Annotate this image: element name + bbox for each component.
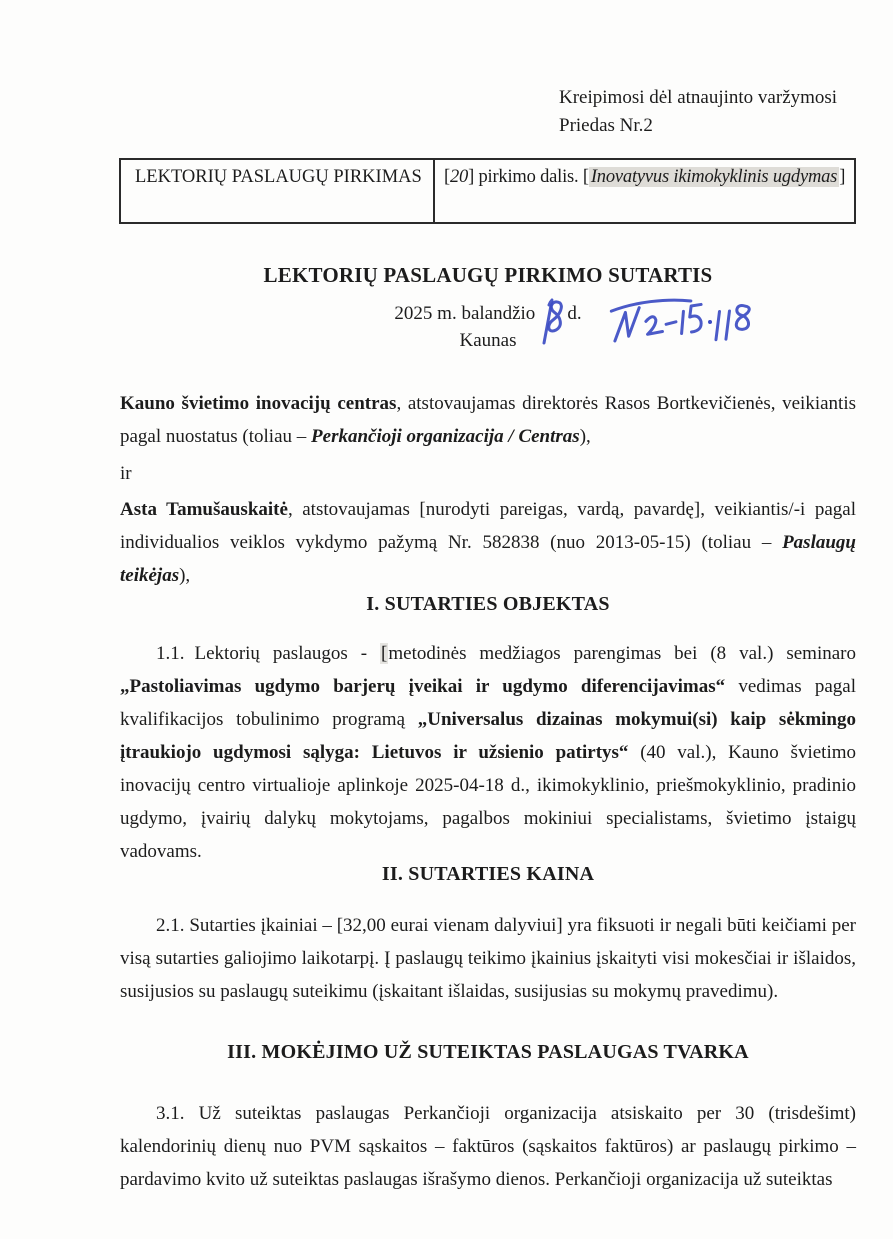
handwritten-stroke bbox=[549, 302, 562, 331]
clause-1-1-text: metodinės medžiagos parengimas bei (8 val.) seminaro bbox=[388, 643, 856, 664]
section3-heading: III. MOKĖJIMO UŽ SUTEIKTAS PASLAUGAS TVARKA bbox=[227, 1041, 749, 1063]
party2-alias: Paslaugų teikėjas bbox=[120, 532, 856, 586]
procurement-table-left-cell: LEKTORIŲ PASLAUGŲ PIRKIMAS bbox=[121, 160, 435, 222]
clause-1-1-number: 1.1. bbox=[156, 643, 185, 664]
party1-text-end: ), bbox=[579, 426, 591, 447]
handwritten-dot bbox=[708, 320, 712, 324]
conjunction-line: ir bbox=[120, 463, 132, 484]
section2-heading: II. SUTARTIES KAINA bbox=[381, 863, 595, 885]
clause-1-1-paragraph bbox=[120, 637, 856, 868]
part-number: 20 bbox=[449, 167, 469, 187]
program-title: „Universalus dizainas mokymui(si) kaip sėkmingo įtraukiojo ugdymosi sąlyga: Lietuvos ir užsienio patirtys“ bbox=[120, 709, 856, 763]
handwritten-stroke bbox=[611, 299, 691, 311]
party1-alias: Perkančioji organizacija / Centras bbox=[311, 426, 580, 447]
clause-2-1-paragraph: 2.1. Sutarties įkainiai – [32,00 eurai vienam dalyviui] yra fiksuoti ir negali būti keičiami per visą sutarties galiojimo laikotarpį. Į paslaugų teikimo įkainius įskaityti visi mokesčiai ir išlaidos, susijusios su paslaugų suteikimu (įskaitant išlaidas, susijusias su mokymų pravedimu). bbox=[120, 915, 856, 1002]
clause-1-1-mid: vedimas pagal kvalifikacijos tobulinimo programą bbox=[120, 676, 856, 730]
bracket-close: ] bbox=[839, 167, 846, 187]
party2-paragraph bbox=[120, 493, 856, 592]
procurement-table-right-cell bbox=[435, 160, 854, 222]
bracket-open: [ bbox=[444, 167, 450, 187]
clause-1-1-bracket: [ bbox=[381, 643, 388, 664]
seminar-title: „Pastoliavimas ugdymo barjerų įveikai ir ugdymo diferencijavimas“ bbox=[120, 676, 726, 697]
annex-header-line1: Kreipimosi dėl atnaujinto varžymosi bbox=[559, 87, 838, 108]
clause-1-1-start: Lektorių paslaugos - bbox=[194, 643, 381, 664]
part-text: ] pirkimo dalis. [ bbox=[468, 167, 589, 187]
party2-text-end: ), bbox=[179, 565, 191, 586]
city-line: Kaunas bbox=[459, 330, 517, 351]
party1-paragraph bbox=[120, 387, 856, 453]
clause-3-1-paragraph: 3.1. Už suteiktas paslaugas Perkančioji organizacija atsiskaito per 30 (trisdešimt) kalendorinių dienų nuo PVM sąskaitos – faktūros (sąskaitos faktūros) ar paslaugų pirkimo – pardavimo kvito už suteiktas paslaugas išrašymo dienos. Perkančioji organizacija už suteiktas bbox=[120, 1103, 856, 1190]
party1-text: , atstovaujamas direktorės Rasos Bortkevičienės, veikiantis pagal nuostatus (toliau – bbox=[120, 393, 857, 447]
date-line bbox=[120, 301, 856, 327]
date-suffix: d. bbox=[567, 303, 582, 324]
procurement-table bbox=[119, 158, 856, 224]
clause-1-1-end: (40 val.), Kauno švietimo inovacijų centro virtualioje aplinkoje 2025-04-18 d., ikimokyklinio, priešmokyklinio, pradinio ugdymo, įvairių dalykų mokytojams, pagalbos mokiniui specialistams, švietimo įstaigų vadovams. bbox=[120, 742, 857, 862]
section1-heading: I. SUTARTIES OBJEKTAS bbox=[366, 593, 610, 615]
party2-text: , atstovaujamas [nurodyti pareigas, vardą, pavardę], veikiantis/-i pagal individualios veiklos vykdymo pažymą Nr. 582838 (nuo 2013-05-15) (toliau – bbox=[120, 499, 856, 553]
document-title: LEKTORIŲ PASLAUGŲ PIRKIMO SUTARTIS bbox=[263, 263, 713, 287]
party1-name: Kauno švietimo inovacijų centras bbox=[120, 393, 397, 414]
date-prefix: 2025 m. balandžio bbox=[394, 303, 536, 324]
handwritten-stroke bbox=[735, 305, 750, 330]
handwritten-stroke bbox=[666, 322, 676, 325]
annex-header bbox=[559, 84, 869, 140]
highlighted-lot-name: Inovatyvus ikimokyklinis ugdymas bbox=[590, 167, 838, 187]
annex-header-line2: Priedas Nr.2 bbox=[559, 115, 653, 136]
party2-name: Asta Tamušauskaitė bbox=[120, 499, 288, 520]
